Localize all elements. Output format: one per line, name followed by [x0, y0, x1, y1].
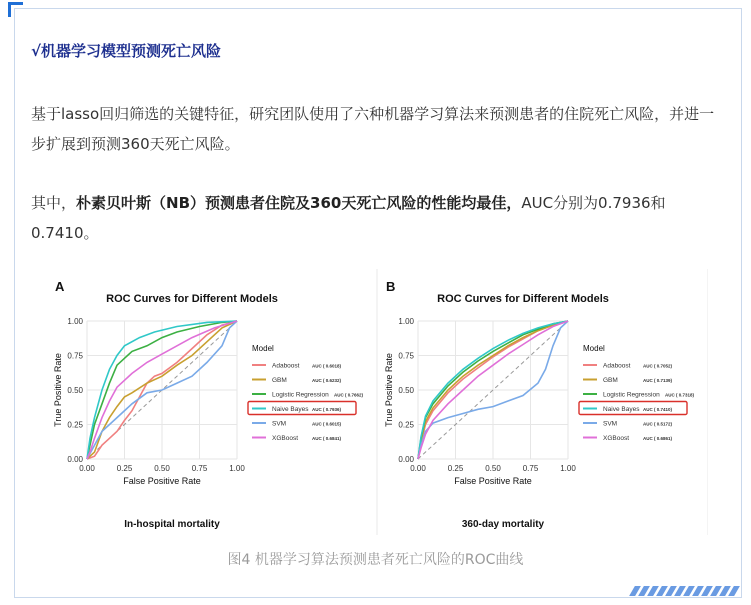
legend-auc: AUC ( 0.7052) — [643, 363, 673, 369]
x-tick-label: 0.00 — [410, 464, 426, 473]
chart-title: ROC Curves for Different Models — [437, 293, 609, 305]
panel-letter: A — [55, 279, 65, 294]
roc-chart-360-day — [378, 269, 707, 535]
legend-auc: AUC ( 0.7936) — [312, 407, 342, 412]
legend-label: SVM — [272, 420, 287, 428]
legend-label: Logistic Regression — [603, 391, 660, 399]
y-tick-label: 1.00 — [67, 317, 83, 326]
legend-label: SVM — [603, 420, 618, 428]
legend-auc: AUC ( 0.6232) — [312, 378, 342, 383]
legend-auc: AUC ( 0.6841) — [312, 436, 342, 441]
x-tick-label: 0.50 — [485, 464, 501, 473]
legend-auc: AUC ( 0.7318) — [665, 392, 695, 398]
x-tick-label: 1.00 — [229, 464, 245, 473]
legend-auc: AUC ( 0.7139) — [643, 378, 673, 383]
x-axis-label: False Positive Rate — [123, 476, 201, 486]
x-axis-label: False Positive Rate — [454, 476, 532, 486]
y-tick-label: 0.25 — [398, 420, 414, 430]
y-tick-label: 0.75 — [398, 351, 414, 361]
x-tick-label: 0.75 — [522, 464, 539, 473]
legend-title: Model — [583, 344, 605, 353]
legend-label: Adaboost — [272, 362, 300, 370]
panel-letter: B — [386, 279, 396, 294]
x-tick-label: 0.75 — [191, 464, 208, 473]
x-tick-label: 0.50 — [154, 464, 170, 473]
y-tick-label: 0.00 — [67, 455, 83, 464]
chart-title: ROC Curves for Different Models — [106, 293, 278, 305]
legend-auc: AUC ( 0.7662) — [334, 392, 364, 398]
y-axis-label: True Positive Rate — [53, 353, 63, 427]
y-tick-label: 0.00 — [398, 455, 414, 464]
roc-panel-b — [378, 269, 707, 535]
roc-figure — [47, 269, 708, 535]
legend-label: GBM — [272, 377, 287, 384]
corner-decoration — [8, 2, 23, 17]
legend-label: GBM — [603, 377, 618, 384]
figure-caption: 图4 机器学习算法预测患者死亡风险的ROC曲线 — [227, 552, 524, 568]
panel-subtitle: In-hospital mortality — [124, 519, 220, 530]
paragraph-result — [31, 188, 721, 248]
paragraph-result-suffix: AUC分别为0.7936和0.7410。 — [31, 194, 666, 242]
legend-auc: AUC ( 0.6018) — [312, 363, 342, 369]
legend-label: XGBoost — [603, 435, 630, 442]
y-tick-label: 0.25 — [67, 420, 83, 430]
section-title: √机器学习模型预测死亡风险 — [31, 42, 222, 60]
x-tick-label: 0.00 — [79, 464, 95, 473]
roc-chart-in-hospital — [47, 269, 376, 535]
x-tick-label: 0.25 — [447, 464, 464, 473]
x-tick-label: 1.00 — [560, 464, 576, 473]
stripe-decoration — [632, 586, 737, 596]
y-tick-label: 1.00 — [398, 317, 414, 326]
paragraph-intro: 基于lasso回归筛选的关键特征，研究团队使用了六种机器学习算法来预测患者的住院死亡风险，并进一步扩展到预测360天死亡风险。 — [31, 105, 715, 153]
paragraph-result-prefix: 其中， — [31, 194, 77, 212]
paragraph-result-bold: 朴素贝叶斯（NB）预测患者住院及360天死亡风险的性能均最佳， — [76, 194, 522, 212]
x-tick-label: 0.25 — [116, 464, 133, 473]
legend-title: Model — [252, 344, 274, 353]
panel-subtitle: 360-day mortality — [461, 519, 545, 530]
legend-label: Adaboost — [603, 362, 631, 370]
roc-panel-a — [47, 269, 376, 535]
legend-label: Naive Bayes — [272, 406, 309, 413]
legend-label: XGBoost — [272, 435, 299, 442]
y-axis-label: True Positive Rate — [384, 353, 394, 427]
y-tick-label: 0.50 — [398, 386, 414, 395]
y-tick-label: 0.50 — [67, 386, 83, 395]
y-tick-label: 0.75 — [67, 351, 83, 361]
legend-auc: AUC ( 0.5172) — [643, 421, 673, 427]
legend-auc: AUC ( 0.6015) — [312, 421, 342, 427]
legend-auc: AUC ( 0.6861) — [643, 436, 673, 441]
legend-label: Naive Bayes — [603, 406, 640, 413]
legend-label: Logistic Regression — [272, 391, 329, 399]
legend-auc: AUC ( 0.7410) — [643, 407, 673, 412]
